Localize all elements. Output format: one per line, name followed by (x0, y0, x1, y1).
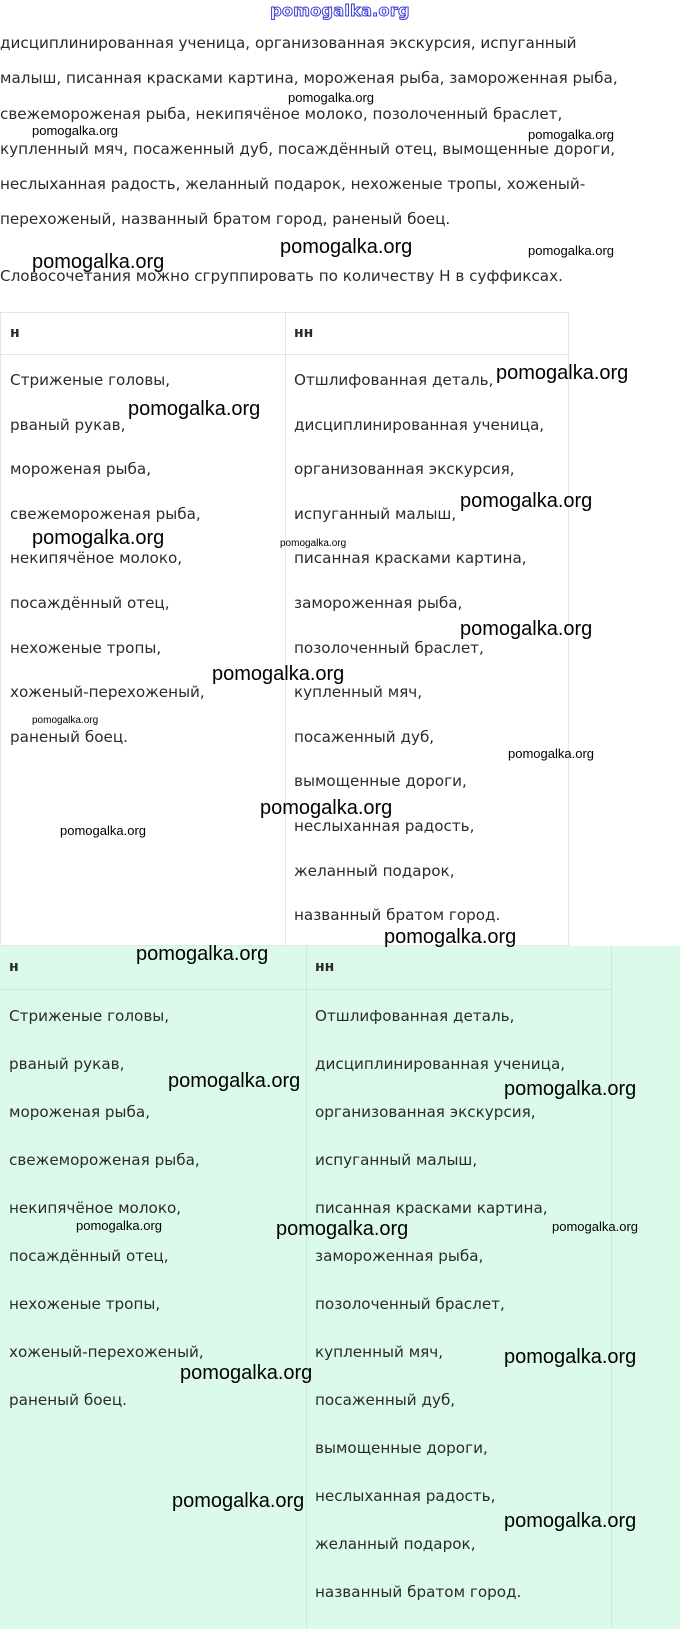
table-cell: раненый боец. (9, 1391, 128, 1409)
table-cell: вымощенные дороги, (294, 772, 467, 791)
intro-line: дисциплинированная ученица, организованная экскурсия, испуганный (0, 34, 577, 52)
intro-line: купленный мяч, посаженный дуб, посаждённый отец, вымощенные дороги, (0, 139, 616, 158)
watermark: pomogalka.org (32, 251, 165, 273)
watermark: pomogalka.org (128, 398, 261, 420)
table-cell: Отшлифованная деталь, (315, 1007, 515, 1025)
table-cell: купленный мяч, (294, 683, 423, 702)
watermark: pomogalka.org (496, 362, 629, 384)
column-single-n (0, 946, 307, 1629)
watermark: pomogalka.org (212, 663, 345, 685)
summary-text: Словосочетания можно сгруппировать по количеству Н в суффиксах. (0, 267, 563, 285)
table-cell: мороженая рыба, (9, 1103, 151, 1121)
watermark: pomogalka.org (384, 926, 517, 948)
table-cell: названный братом город. (294, 906, 501, 925)
table-cell: замороженная рыба, (294, 593, 463, 612)
watermark: pomogalka.org (504, 1078, 637, 1100)
watermark: pomogalka.org (32, 715, 99, 726)
watermark: pomogalka.org (460, 490, 593, 512)
table-cell: посаждённый отец, (9, 1247, 169, 1265)
table-cell: свежемороженая рыба, (9, 1151, 200, 1169)
watermark: pomogalka.org (168, 1070, 301, 1092)
watermark: pomogalka.org (460, 618, 593, 640)
watermark: pomogalka.org (60, 823, 146, 838)
watermark: pomogalka.org (280, 538, 347, 549)
table-cell: хоженый-перехоженый, (10, 683, 205, 702)
watermark: pomogalka.org (504, 1346, 637, 1368)
watermark: pomogalka.org (552, 1219, 638, 1234)
watermark: pomogalka.org (180, 1362, 313, 1384)
intro-line: неслыханная радость, желанный подарок, нехоженые тропы, хоженый- (0, 175, 586, 194)
table-cell: рваный рукав, (9, 1055, 125, 1073)
watermark: pomogalka.org (528, 127, 614, 142)
table-cell: неслыханная радость, (294, 816, 475, 835)
table-cell: испуганный малыш, (294, 504, 457, 523)
watermark: pomogalka.org (528, 243, 614, 258)
table-cell: раненый боец. (10, 727, 129, 746)
watermark: pomogalka.org (76, 1218, 162, 1233)
table-cell: нехоженые тропы, (9, 1295, 161, 1313)
table-cell: писанная красками картина, (294, 549, 527, 568)
table-cell: испуганный малыш, (315, 1151, 478, 1169)
watermark: pomogalka.org (172, 1490, 305, 1512)
table-cell: названный братом город. (315, 1583, 522, 1601)
table-cell: организованная экскурсия, (294, 460, 515, 479)
table-cell: рваный рукав, (10, 415, 126, 434)
header-single-n: н (9, 959, 19, 975)
table-cell: хоженый-перехоженый, (9, 1343, 204, 1361)
watermark: pomogalka.org (280, 236, 413, 258)
header-double-n: нн (315, 959, 335, 975)
table-cell: купленный мяч, (315, 1343, 444, 1361)
watermark: pomogalka.org (508, 746, 594, 761)
watermark: pomogalka.org (276, 1218, 409, 1240)
table-cell: нехоженые тропы, (10, 638, 162, 657)
table-cell: Стриженые головы, (9, 1007, 170, 1025)
watermark: pomogalka.org (504, 1510, 637, 1532)
table-cell: посаженный дуб, (315, 1391, 456, 1409)
table-cell: желанный подарок, (294, 861, 455, 880)
table-cell: посаженный дуб, (294, 727, 435, 746)
table-cell: желанный подарок, (315, 1535, 476, 1553)
table-cell: вымощенные дороги, (315, 1439, 488, 1457)
table-cell: позолоченный браслет, (294, 638, 484, 657)
header-single-n: н (10, 325, 20, 341)
table-cell: неслыханная радость, (315, 1487, 496, 1505)
table-cell: дисциплинированная ученица, (294, 415, 545, 434)
table-cell: некипячёное молоко, (10, 549, 183, 568)
watermark: pomogalka.org (32, 123, 118, 138)
table-cell: свежемороженая рыба, (10, 504, 201, 523)
table-cell: Стриженые головы, (10, 371, 171, 389)
intro-line: малыш, писанная красками картина, мороженая рыба, замороженная рыба, (0, 69, 618, 88)
header-double-n: нн (294, 325, 314, 341)
table-cell: дисциплинированная ученица, (315, 1055, 566, 1073)
table-cell: некипячёное молоко, (9, 1199, 182, 1217)
intro-line: свежемороженая рыба, некипячёное молоко, позолоченный браслет, (0, 104, 563, 123)
table-cell: посаждённый отец, (10, 593, 170, 612)
watermark: pomogalka.org (32, 527, 165, 549)
table-cell: писанная красками картина, (315, 1199, 548, 1217)
table-cell: замороженная рыба, (315, 1247, 484, 1265)
table-cell: Отшлифованная деталь, (294, 371, 494, 389)
intro-line: перехоженый, названный братом город, раненый боец. (0, 210, 451, 229)
table-cell: организованная экскурсия, (315, 1103, 536, 1121)
watermark: pomogalka.org (260, 797, 393, 819)
site-logo[interactable]: pomogalka.org (270, 1, 410, 20)
table-cell: мороженая рыба, (10, 460, 152, 479)
watermark: pomogalka.org (288, 90, 374, 105)
watermark: pomogalka.org (136, 943, 269, 965)
table-cell: позолоченный браслет, (315, 1295, 505, 1313)
